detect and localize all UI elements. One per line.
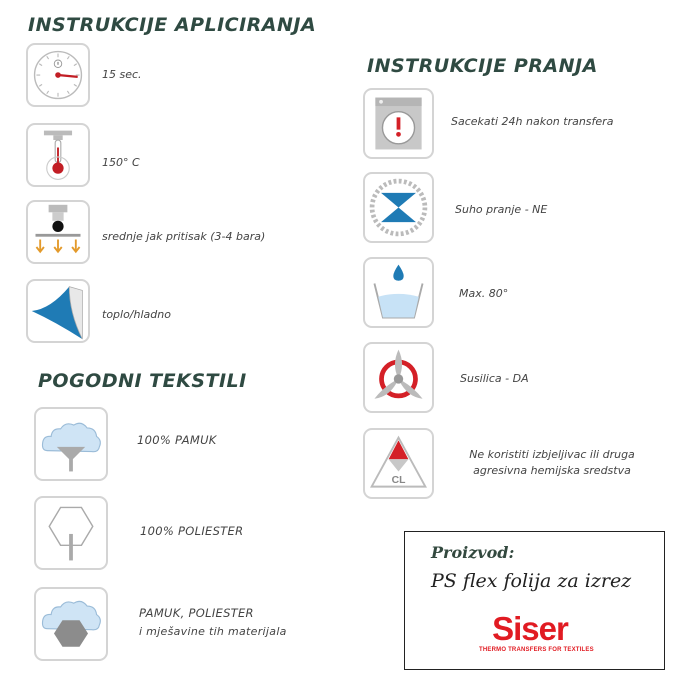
textile-blend-label-line2: i mješavine tih materijala: [139, 625, 287, 638]
product-box: [404, 531, 665, 670]
blend-icon: [36, 589, 106, 659]
washing-machine-icon: [365, 90, 432, 157]
siser-logo-text: Siser: [492, 610, 568, 647]
application-temperature-label: 150° C: [102, 156, 140, 169]
tumble-dryer-icon: [365, 344, 432, 411]
heat-press-tile: [26, 200, 90, 264]
blend-tile: [34, 587, 108, 661]
product-label: Proizvod:: [431, 543, 515, 562]
peel-corner-tile: [26, 279, 90, 343]
application-time-label: 15 sec.: [102, 68, 142, 81]
no-bleach-tile: [363, 428, 434, 499]
stopwatch-tile: [26, 43, 90, 107]
peel-corner-icon: [28, 281, 88, 341]
application-peel-label: toplo/hladno: [102, 308, 171, 321]
siser-logo-tagline: THERMO TRANSFERS FOR TEXTILES: [479, 647, 594, 653]
water-temperature-icon: [365, 259, 432, 326]
tumble-dryer-tile: [363, 342, 434, 413]
cotton-tile: [34, 407, 108, 481]
textiles-heading: POGODNI TEKSTILI: [38, 370, 247, 392]
dry-clean-icon: [365, 174, 432, 241]
siser-logo: [479, 610, 594, 657]
bleach-cl-text: CL: [391, 474, 406, 486]
washing-machine-tile: [363, 88, 434, 159]
application-heading: INSTRUKCIJE APLICIRANJA: [28, 14, 317, 36]
washing-temperature-label: Max. 80°: [459, 287, 509, 300]
polyester-tile: [34, 496, 108, 570]
heat-press-icon: [28, 202, 88, 262]
washing-bleach-label-line2: agresivna hemijska sredstva: [473, 464, 631, 477]
textile-cotton-label: 100% PAMUK: [137, 433, 217, 447]
product-name: PS flex folija za izrez: [431, 570, 632, 592]
thermometer-icon: [28, 125, 88, 185]
washing-dry-clean-label: Suho pranje - NE: [455, 203, 548, 216]
stopwatch-icon: [28, 45, 88, 105]
washing-bleach-label-line1: Ne koristiti izbjeljivac ili druga: [469, 448, 635, 461]
textile-polyester-label: 100% POLIESTER: [140, 524, 244, 538]
textile-blend-label-line1: PAMUK, POLIESTER: [139, 606, 254, 620]
no-bleach-icon: [365, 430, 432, 497]
washing-dryer-label: Susilica - DA: [460, 372, 529, 385]
washing-wait-label: Sacekati 24h nakon transfera: [451, 115, 614, 128]
water-temperature-tile: [363, 257, 434, 328]
cotton-icon: [36, 409, 106, 479]
thermometer-tile: [26, 123, 90, 187]
application-pressure-label: srednje jak pritisak (3-4 bara): [102, 230, 266, 243]
washing-heading: INSTRUKCIJE PRANJA: [367, 55, 598, 77]
polyester-icon: [36, 498, 106, 568]
washing-bleach-label: [442, 447, 662, 479]
dry-clean-tile: [363, 172, 434, 243]
